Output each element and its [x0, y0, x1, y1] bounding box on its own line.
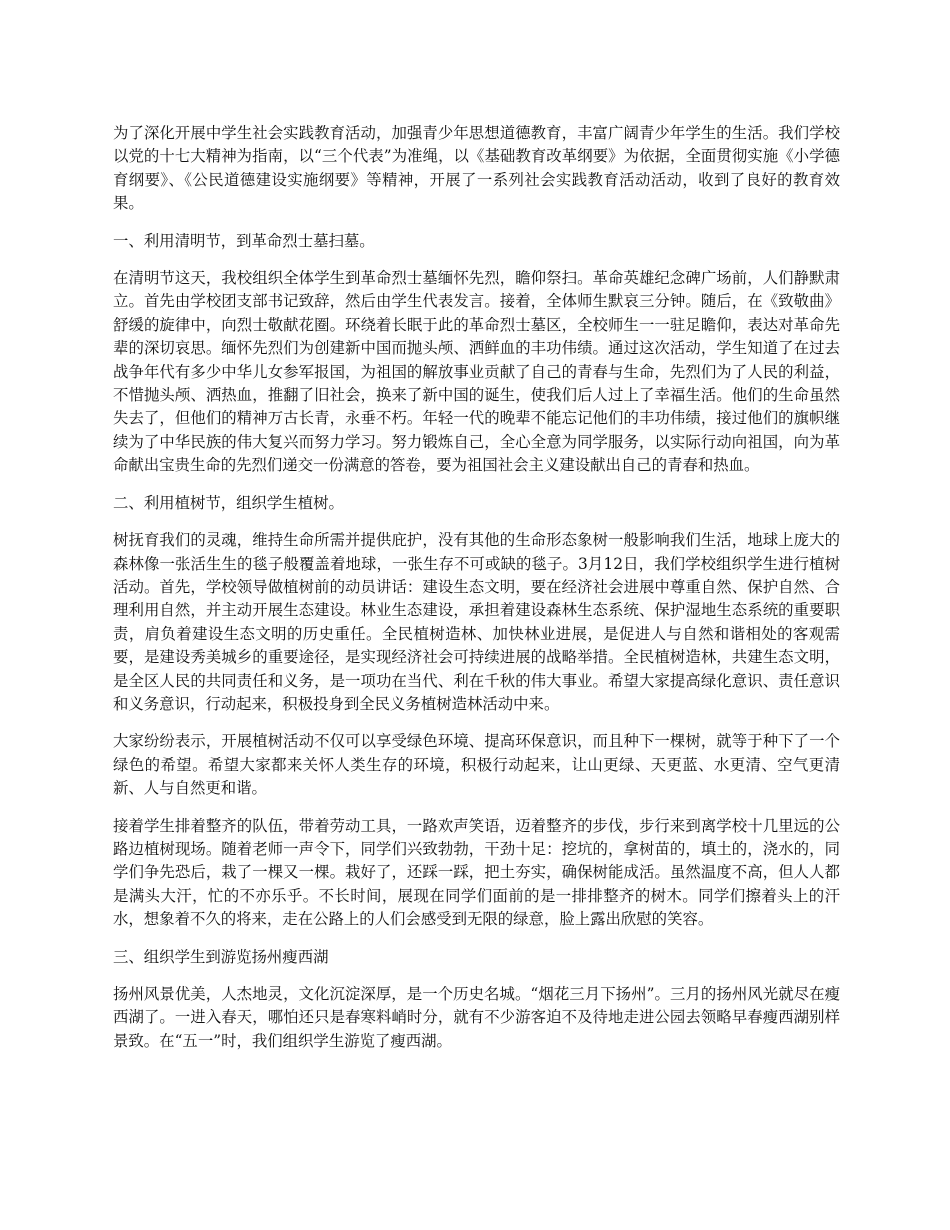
slender-west-lake-paragraph: 扬州风景优美，人杰地灵，文化沉淀深厚，是一个历史名城。“烟花三月下扬州”。三月的扬州风光就尽在瘦西湖了。一进入春天，哪怕还只是春寒料峭时分，就有不少游客迫不及待地走进公园去领略早春瘦西湖别样景致。在“五一”时，我们组织学生游览了瘦西湖。	[113, 985, 840, 1050]
qingming-paragraph: 在清明节这天，我校组织全体学生到革命烈士墓缅怀先烈，瞻仰祭扫。革命英雄纪念碑广场前，人们静默肃立。首先由学校团支部书记致辞，然后由学生代表发言。接着，全体师生默哀三分钟。随后，在《致敬曲》舒缓的旋律中，向烈士敬献花圈。环绕着长眠于此的革命烈士墓区，全校师生一一驻足瞻仰，表达对革命先辈的深切哀思。缅怀先烈们为创建新中国而抛头颅、洒鲜血的丰功伟绩。通过这次活动，学生知道了在过去战争年代有多少中华儿女参军报国，为祖国的解放事业贡献了自己的青春与生命，先烈们为了人民的利益，不惜抛头颅、洒热血，推翻了旧社会，换来了新中国的诞生，使我们后人过上了幸福生活。他们的生命虽然失去了，但他们的精神万古长青，永垂不朽。年轻一代的晚辈不能忘记他们的丰功伟绩，接过他们的旗帜继续为了中华民族的伟大复兴而努力学习。努力锻炼自己，全心全意为同学服务，以实际行动向祖国，向为革命献出宝贵生命的先烈们递交一份满意的答卷，要为祖国社会主义建设献出自己的青春和热血。	[113, 269, 840, 475]
intro-paragraph: 为了深化开展中学生社会实践教育活动，加强青少年思想道德教育，丰富广阔青少年学生的生活。我们学校以党的十七大精神为指南，以“三个代表”为准绳，以《基础教育改革纲要》为依据，全面贯彻实施《小学德育纲要》、《公民道德建设实施纲要》等精神，开展了一系列社会实践教育活动活动，收到了良好的教育效果。	[113, 124, 840, 213]
section-heading-slender-west-lake: 三、组织学生到游览扬州瘦西湖	[113, 947, 329, 966]
arbor-day-paragraph-1: 树抚育我们的灵魂，维持生命所需并提供庇护，没有其他的生命形态象树一般影响我们生活，地球上庞大的森林像一张活生生的毯子般覆盖着地球，一张生存不可或缺的毯子。3月12日，我们学校组织学生进行植树活动。首先，学校领导做植树前的动员讲话：建设生态文明，要在经济社会进展中尊重自然、保护自然、合理利用自然，并主动开展生态建设。林业生态建设，承担着建设森林生态系统、保护湿地生态系统的重要职责，肩负着建设生态文明的历史重任。全民植树造林、加快林业进展，是促进人与自然和谐相处的客观需要，是建设秀美城乡的重要途径，是实现经济社会可持续进展的战略举措。全民植树造林，共建生态文明，是全区人民的共同责任和义务，是一项功在当代、利在千秋的伟大事业。希望大家提高绿化意识、责任意识和义务意识，行动起来，积极投身到全民义务植树造林活动中来。	[113, 531, 840, 713]
section-heading-qingming: 一、利用清明节，到革命烈士墓扫墓。	[113, 231, 375, 250]
arbor-day-paragraph-3: 接着学生排着整齐的队伍，带着劳动工具，一路欢声笑语，迈着整齐的步伐，步行来到离学校十几里远的公路边植树现场。随着老师一声令下，同学们兴致勃勃，干劲十足：挖坑的，拿树苗的，填土的，浇水的，同学们争先恐后，栽了一棵又一棵。栽好了，还踩一踩，把土夯实，确保树能成活。虽然温度不高，但人人都是满头大汗，忙的不亦乐乎。不长时间，展现在同学们面前的是一排排整齐的树木。同学们擦着头上的汗水，想象着不久的将来，走在公路上的人们会感受到无限的绿意，脸上露出欣慰的笑容。	[113, 816, 840, 929]
arbor-day-paragraph-2: 大家纷纷表示，开展植树活动不仅可以享受绿色环境、提高环保意识，而且种下一棵树，就等于种下了一个绿色的希望。希望大家都来关怀人类生存的环境，积极行动起来，让山更绿、天更蓝、水更清、空气更清新、人与自然更和谐。	[113, 732, 840, 798]
section-heading-arbor-day: 二、利用植树节，组织学生植树。	[113, 493, 344, 512]
document-body	[113, 122, 840, 1067]
